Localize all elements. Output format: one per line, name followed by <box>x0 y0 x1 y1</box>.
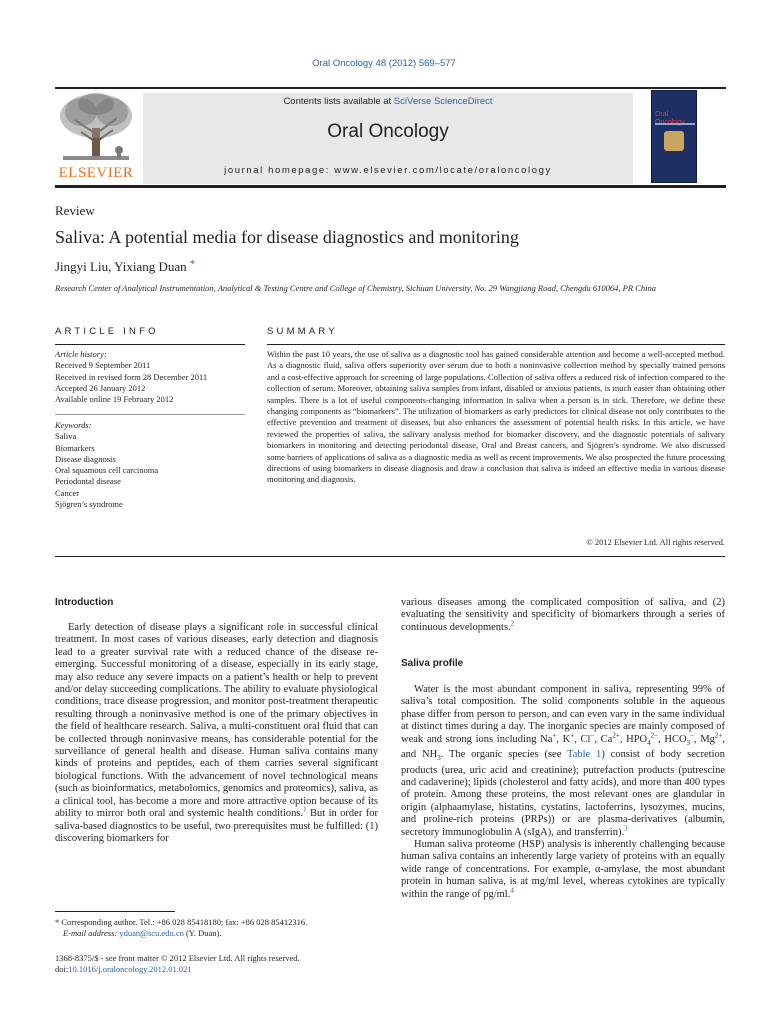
keyword: Cancer <box>55 487 80 498</box>
journal-masthead <box>143 93 633 184</box>
introduction-paragraph <box>55 622 378 845</box>
footnote-rule <box>55 911 175 912</box>
journal-homepage[interactable]: journal homepage: www.elsevier.com/locate/oraloncology <box>224 165 552 176</box>
keyword: Oral squamous cell carcinoma <box>55 465 159 476</box>
saliva-profile-column <box>401 684 725 901</box>
contents-line <box>143 96 633 107</box>
reference-link[interactable]: 3 <box>624 824 628 833</box>
email-suffix: (Y. Duan). <box>183 928 222 939</box>
contents-prefix: Contents lists available at <box>283 96 394 107</box>
tree-icon <box>55 90 137 166</box>
doi-line <box>55 964 300 975</box>
saliva-profile-paragraph: Water is the most abundant component in saliva, representing 99% of saliva’s total composition. The solid components soluble in the aqueous phase differ from person to person, and can even vary in the same individual at distinct times during a day. The inorganic species are mainly composed of weak and strong ions including Na+, K+, Cl−, $Ca^{2+}$, $HPO_4^{2-}$, $HCO_3^-$, $Mg^{2+}$, and $NH_3$. The organic species (see Table 1) consist of body secretion products (urea, uric acid and creatinine); putrefaction products (putrescine and cadaverine); lipids (cholesterol and fatty acids), and more than 400 types of protein. Among these proteins, the most relevant ones are glandular in origin (alphaamylase, histatins, cystatins, lactoferrins, lysozymes, mucins, and proline-rich proteins (PRPs)) or are plasma-derivatives (albumin, secretory immunoglobulin A (sIgA), and transferrin).$^3$ <box>401 684 726 838</box>
right-column-top <box>401 597 725 634</box>
article-title: Saliva: A potential media for disease diagnostics and monitoring <box>55 227 519 247</box>
article-info-heading: ARTICLE INFO <box>55 326 159 337</box>
masthead-rule <box>55 185 726 188</box>
keywords <box>55 420 245 510</box>
intro-continued-text: various diseases among the complicated composition of saliva, and (2) evaluating the sensitivity and specificity of biomarkers through a series of continuous developments. <box>401 597 725 633</box>
summary-text: Within the past 10 years, the use of saliva as a diagnostic tool has gained considerable attention and become a well-accepted method. As a diagnostic fluid, saliva offers superiority over serum due to both a noninvasive collection method by specially trained persons and a cost-effective approach for screening of large populations. Collection of saliva offers a reduced risk of infection compared to the collection of serum. Moreover, obtaining saliva samples from infant, disabled or anxious patients, is much easier than obtaining other samples. There is a lot of useful components-changing information in saliva when a person is in sick. Therefore, we define these changing components as “biomarkers”. The utilization of biomarkers as early predictors for clinical disease not only contributes to the effective prevention and treatment of diseases, but also enhances the assessment of potential health risks. In this article, we have reviewed the properties of saliva, the salivary analysis method for biomarker discovery, and the diagnostic potentials of salivary biomarkers in monitoring and detecting periodontal disease, Oral and Breast cancers, and Sjögren’s syndrome. We also discussed some barriers of applications of saliva as a diagnostic media as well as recent improvements. We also prospected the future processing directions of using biomarkers in disease diagnosis and draw a conclusion that saliva is indeed an effective media in various disease monitoring and diagnosis. <box>267 349 725 485</box>
history-label: Article history: <box>55 349 107 359</box>
keywords-label: Keywords: <box>55 420 92 430</box>
saliva-profile-paragraph <box>401 839 725 901</box>
intro-text: Early detection of disease plays a significant role in successful clinical treatment. In most cases of various diseases, early detection and diagnosis lead to a greater survival rate with a reduced chance of the disease re-emerging. Successful monitoring of a disease, especially in its early stage, may also reduce any severe impacts on a patient’s health or help to prevent and/or delay succeeding complications. The ability to evaluate physiological conditions, trace disease progression, and monitor post-treatment therapeutic resulting through a noninvasive method is one of the primary objectives in the field of healthcare research. Saliva, a multi-constituent oral fluid that can be collected through noninvasive means, has considerable potential for the surveillance of general health and disease. Human saliva contains many kinds of proteins and peptides, each of them carries several significant biological functions. With the advancement of novel technological means (such as bioinformatics, metabolomics, genomics and proteomics), saliva, as a clinical tool, has become a more and more attractive option because of its ability to mirror both oral and systemic health conditions. <box>55 622 378 820</box>
history-item: Accepted 26 January 2012 <box>55 382 146 393</box>
author-list <box>55 259 195 275</box>
reference-link[interactable]: 1 <box>303 805 307 814</box>
keyword: Sjögren’s syndrome <box>55 499 123 510</box>
journal-title: Oral Oncology <box>327 121 449 142</box>
summary-heading: SUMMARY <box>267 326 338 337</box>
email-line <box>55 928 385 939</box>
history-item: Available online 19 February 2012 <box>55 394 174 405</box>
footnote <box>55 917 385 940</box>
keyword: Biomarkers <box>55 442 95 453</box>
cover-title: Oral <box>655 111 669 118</box>
doi-label: doi: <box>55 964 69 975</box>
footnote-mark: * <box>55 917 60 927</box>
email-label: E-mail address: <box>63 928 120 939</box>
table-1-link[interactable]: Table 1 <box>567 749 602 761</box>
keyword: Disease diagnosis <box>55 453 116 464</box>
authors-text: Jingyi Liu, Yixiang Duan <box>55 259 187 274</box>
article-type: Review <box>55 203 95 218</box>
saliva-text: species (see <box>508 749 568 761</box>
corresponding-text: Corresponding author. Tel.: +86 028 85418180; fax: +86 028 85412316. <box>59 917 308 927</box>
reference-link[interactable]: 4 <box>510 886 514 895</box>
issn-line: 1368-8375/$ - see front matter © 2012 Elsevier Ltd. All rights reserved. <box>55 953 300 963</box>
bottom-meta <box>55 953 300 976</box>
info-rule <box>55 344 245 345</box>
saliva-text: Human saliva proteome (HSP) analysis is inherently challenging because human saliva contains an inherently large variety of proteins with an equally wide range of concentrations. For example, α-amylase, the most abundant protein in human saliva, is at mg/ml level, whereas cytokines are typically within the range of pg/ml. <box>401 839 725 900</box>
summary-copyright: © 2012 Elsevier Ltd. All rights reserved. <box>586 537 725 547</box>
elsevier-wordmark: ELSEVIER <box>58 165 134 181</box>
history-item: Received in revised form 28 December 2011 <box>55 371 208 382</box>
doi-link[interactable]: 10.1016/j.oraloncology.2012.01.021 <box>68 964 192 975</box>
reference-link[interactable]: 2 <box>510 619 515 628</box>
affiliation: Research Center of Analytical Instrumentation, Analytical & Testing Centre and College of Chemistry, Sichuan University, No. 29 Wangjiang Road, Chengdu 610064, PR China <box>55 283 656 293</box>
introduction-paragraph-continued <box>401 597 725 634</box>
article-history <box>55 349 245 405</box>
saliva-text: Water is the most abundant component in saliva, representing 99% of saliva’s total composition. The solid components soluble in the aqueous phase differ from person to person, and can even vary in the same individual at distinct times during a day. The inorganic species are mainly composed of weak and strong ions including Na <box>401 684 725 745</box>
header-rule <box>55 87 726 89</box>
sciverse-link[interactable]: SciVerse ScienceDirect <box>393 96 493 107</box>
introduction-heading: Introduction <box>55 597 114 608</box>
elsevier-logo[interactable] <box>55 90 137 182</box>
email-link[interactable]: yduan@scu.edu.cn <box>119 928 184 939</box>
corresponding-author-note <box>55 917 385 928</box>
introduction-column <box>55 622 378 845</box>
keyword: Saliva <box>55 431 77 442</box>
intro-text-end: But in order for saliva-based diagnostics to be useful, two prerequisites must be fulfilled: (1) discovering biomarkers for <box>55 808 378 844</box>
cover-stripe <box>655 123 695 125</box>
corresponding-author-link[interactable]: * <box>189 259 195 270</box>
summary-rule <box>267 344 725 345</box>
abstract-end-rule <box>55 556 725 557</box>
saliva-profile-heading: Saliva profile <box>401 658 464 669</box>
journal-cover-thumbnail[interactable] <box>651 90 697 183</box>
history-item: Received 9 September 2011 <box>55 360 151 371</box>
info-divider <box>55 414 245 415</box>
cover-image <box>664 131 684 151</box>
journal-citation[interactable]: Oral Oncology 48 (2012) 569–577 <box>312 58 456 69</box>
saliva-text: ) consist of body secretion products (urea, uric acid and creatinine); putrefaction products (putrescine and cadaverine); lipids (cholesterol and fatty acids), and more than 400 types of protein. Among these proteins, the most relevant ones are glandular in origin (alphaamylase, histatins, cystatins, lactoferrins, lysozymes, mucins, and proline-rich proteins (PRPs)) or are plasma-derivatives (albumin, secretory immunoglobulin A (sIgA), and transferrin). <box>401 749 726 838</box>
keyword: Periodontal disease <box>55 476 121 487</box>
